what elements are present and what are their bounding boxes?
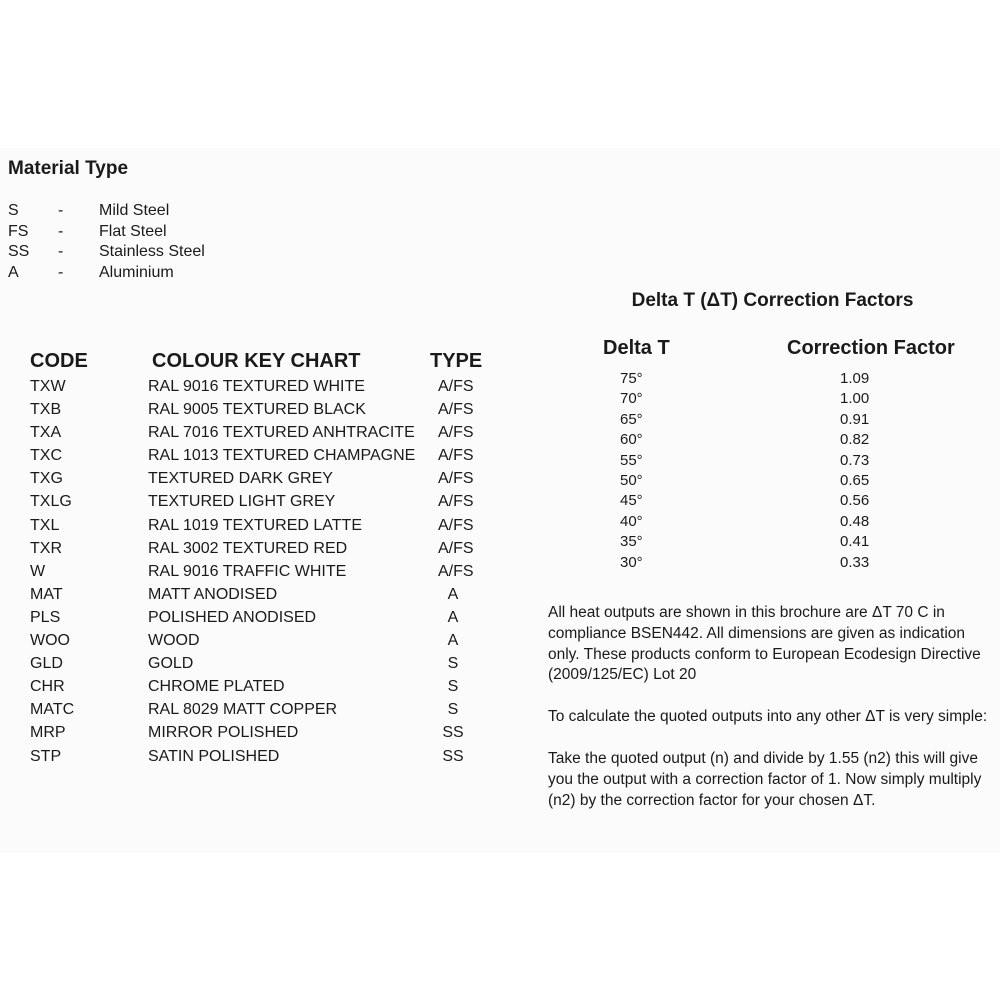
note-paragraph-method: Take the quoted output (n) and divide by 1.55 (n2) this will give you the output with a correction factor of 1. Now simply multiply (n2) by the correction factor for your chosen ΔT. xyxy=(548,749,982,809)
delta-value: 45° xyxy=(620,492,643,510)
delta-value: 60° xyxy=(620,431,643,449)
row-code: TXW xyxy=(30,378,66,395)
factor-value: 1.00 xyxy=(840,390,870,408)
row-type: A/FS xyxy=(438,562,474,580)
factor-value: 0.73 xyxy=(840,451,870,469)
factor-value: 0.91 xyxy=(840,410,870,428)
table-row xyxy=(30,746,500,769)
table-row xyxy=(30,399,500,422)
row-code: CHR xyxy=(30,678,65,696)
row-description: MIRROR POLISHED xyxy=(148,724,299,742)
table-row xyxy=(600,410,900,430)
row-code: TXLG xyxy=(30,493,72,511)
table-row xyxy=(30,584,500,607)
material-name: Stainless Steel xyxy=(99,243,205,260)
row-type: A/FS xyxy=(438,516,474,534)
material-item xyxy=(8,263,268,284)
colour-key-table xyxy=(30,350,500,769)
row-code: W xyxy=(30,562,46,580)
table-row xyxy=(30,376,500,399)
header-correction-factor: Correction Factor xyxy=(787,337,955,359)
row-type: A xyxy=(447,585,459,603)
table-row xyxy=(600,369,900,389)
row-description: POLISHED ANODISED xyxy=(148,608,317,626)
delta-value: 75° xyxy=(620,370,643,387)
table-row xyxy=(600,451,900,471)
material-name: Aluminium xyxy=(99,263,174,281)
table-row xyxy=(30,676,500,699)
table-row xyxy=(600,471,900,491)
row-code: TXB xyxy=(30,401,62,419)
header-code: CODE xyxy=(30,350,88,372)
material-code: A xyxy=(8,263,19,281)
table-row xyxy=(30,445,500,468)
row-code: TXL xyxy=(30,516,60,534)
table-row xyxy=(600,430,900,450)
row-type: S xyxy=(447,701,459,719)
row-description: MATT ANODISED xyxy=(148,585,278,603)
table-row xyxy=(30,653,500,676)
factor-value: 0.82 xyxy=(840,431,870,449)
table-row xyxy=(30,722,500,745)
row-description: SATIN POLISHED xyxy=(148,747,280,765)
row-description: RAL 7016 TEXTURED ANHTRACITE xyxy=(148,424,415,442)
table-row xyxy=(30,607,500,630)
table-row xyxy=(600,512,900,532)
delta-t-table xyxy=(600,369,900,573)
table-row xyxy=(600,532,900,552)
note-paragraph-calculate: To calculate the quoted outputs into any other ΔT is very simple: xyxy=(548,708,988,726)
row-type: S xyxy=(447,655,459,673)
factor-value: 1.09 xyxy=(840,370,870,387)
row-type: A/FS xyxy=(438,401,474,419)
row-type: A/FS xyxy=(438,378,474,395)
delta-value: 30° xyxy=(620,553,643,571)
row-code: WOO xyxy=(30,632,70,650)
row-type: A/FS xyxy=(438,493,474,511)
row-type: SS xyxy=(442,724,464,742)
material-type-title: Material Type xyxy=(8,158,129,179)
material-code: SS xyxy=(8,243,30,260)
factor-value: 0.65 xyxy=(840,471,870,489)
row-code: PLS xyxy=(30,608,61,626)
row-description: CHROME PLATED xyxy=(148,678,285,696)
factor-value: 0.33 xyxy=(840,553,870,571)
material-name: Mild Steel xyxy=(99,202,170,219)
table-row xyxy=(600,491,900,511)
row-code: TXA xyxy=(30,424,62,442)
row-type: S xyxy=(447,678,459,696)
colour-table-header xyxy=(30,350,500,376)
table-row xyxy=(30,515,500,538)
row-description: RAL 8029 MATT COPPER xyxy=(148,701,338,719)
row-description: TEXTURED LIGHT GREY xyxy=(148,493,336,511)
material-dash: - xyxy=(58,202,64,219)
table-row xyxy=(30,422,500,445)
row-type: A/FS xyxy=(438,470,474,488)
row-code: TXR xyxy=(30,539,62,557)
delta-value: 55° xyxy=(620,451,643,469)
row-type: A/FS xyxy=(438,539,474,557)
notes-section xyxy=(548,603,993,832)
material-dash: - xyxy=(58,222,64,240)
header-delta-t: Delta T xyxy=(603,337,670,359)
material-dash: - xyxy=(58,263,64,281)
material-type-list xyxy=(8,201,268,283)
table-row xyxy=(30,468,500,491)
material-code: S xyxy=(8,202,19,219)
row-description: RAL 1013 TEXTURED CHAMPAGNE xyxy=(148,447,416,465)
delta-value: 50° xyxy=(620,471,643,489)
delta-value: 65° xyxy=(620,410,643,428)
row-description: WOOD xyxy=(148,632,200,650)
material-code: FS xyxy=(8,222,29,240)
header-colour-key-chart: COLOUR KEY CHART xyxy=(152,350,361,372)
row-description: RAL 3002 TEXTURED RED xyxy=(148,539,348,557)
note-paragraph-compliance: All heat outputs are shown in this brochure are ΔT 70 C in compliance BSEN442. All dimensions are given as indication only. These products conform to European Ecodesign Directive (2009/125/EC) Lot 20 xyxy=(548,604,981,684)
row-code: TXC xyxy=(30,447,62,465)
row-description: RAL 9005 TEXTURED BLACK xyxy=(148,401,366,419)
row-type: SS xyxy=(442,747,464,765)
material-item xyxy=(8,242,268,263)
row-description: RAL 9016 TRAFFIC WHITE xyxy=(148,562,347,580)
row-type: A xyxy=(447,608,459,626)
table-row xyxy=(30,699,500,722)
factor-value: 0.48 xyxy=(840,512,870,530)
material-item xyxy=(8,222,268,243)
table-row xyxy=(30,538,500,561)
material-name: Flat Steel xyxy=(99,222,167,240)
delta-value: 70° xyxy=(620,390,643,408)
row-type: A xyxy=(447,632,459,650)
row-type: A/FS xyxy=(438,447,474,465)
delta-value: 40° xyxy=(620,512,643,530)
row-description: GOLD xyxy=(148,655,194,673)
table-row xyxy=(600,389,900,409)
row-code: MAT xyxy=(30,585,63,603)
row-description: TEXTURED DARK GREY xyxy=(148,470,333,488)
table-row xyxy=(30,491,500,514)
factor-value: 0.41 xyxy=(840,533,870,551)
row-code: GLD xyxy=(30,655,63,673)
row-type: A/FS xyxy=(438,424,474,442)
material-dash: - xyxy=(58,243,64,260)
table-row xyxy=(600,553,900,573)
header-type: TYPE xyxy=(430,350,483,372)
table-row xyxy=(30,630,500,653)
delta-t-title: Delta T (ΔT) Correction Factors xyxy=(631,290,914,311)
row-code: TXG xyxy=(30,470,63,488)
delta-value: 35° xyxy=(620,533,643,551)
row-description: RAL 1019 TEXTURED LATTE xyxy=(148,516,362,534)
material-item xyxy=(8,201,268,222)
row-description: RAL 9016 TEXTURED WHITE xyxy=(148,378,365,395)
factor-value: 0.56 xyxy=(840,492,870,510)
row-code: MATC xyxy=(30,701,75,719)
row-code: STP xyxy=(30,747,62,765)
table-row xyxy=(30,561,500,584)
row-code: MRP xyxy=(30,724,66,742)
